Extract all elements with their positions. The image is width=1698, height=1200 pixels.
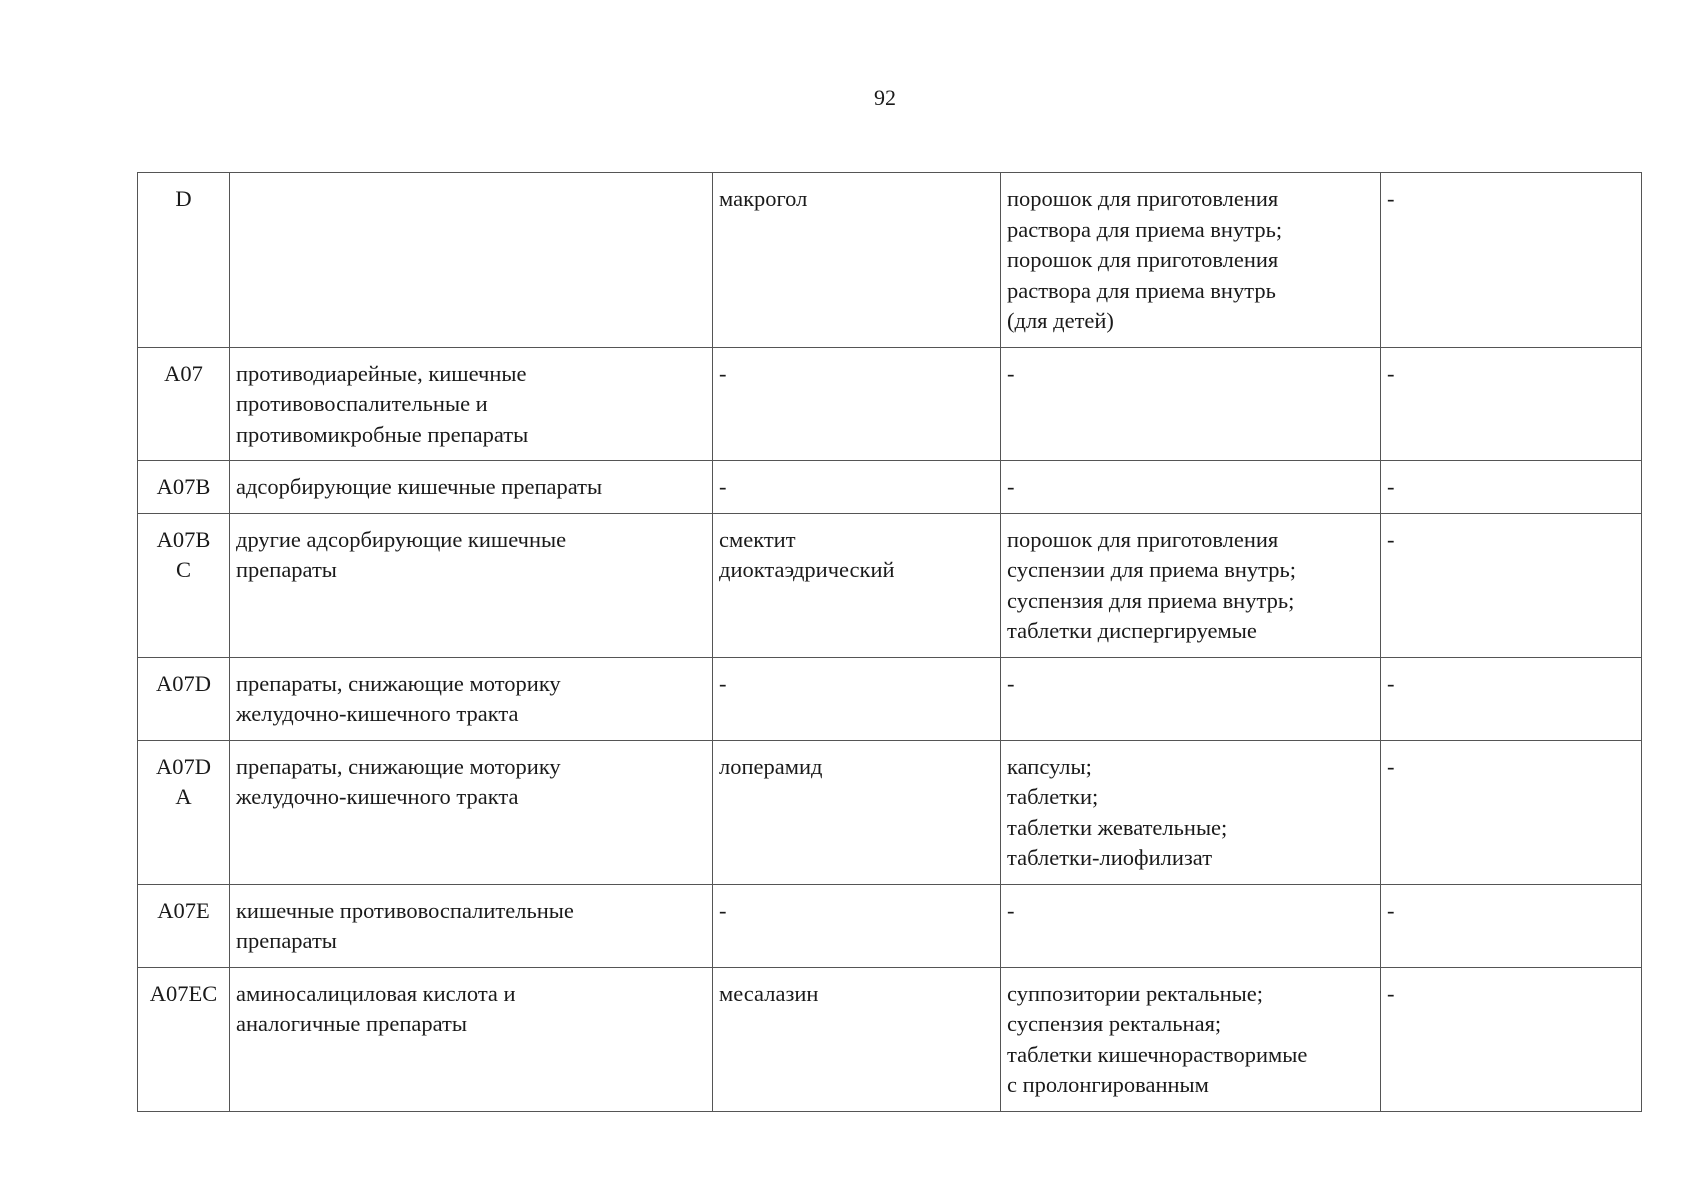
atc-group-cell: противодиарейные, кишечные противовоспалительные и противомикробные препараты bbox=[230, 347, 713, 461]
dosage-form-cell: порошок для приготовления раствора для приема внутрь; порошок для приготовления раствора для приема внутрь (для детей) bbox=[1001, 173, 1381, 348]
dosage-form-cell: - bbox=[1001, 347, 1381, 461]
drug-name-cell: макрогол bbox=[713, 173, 1001, 348]
drug-name-cell: смектит диоктаэдрический bbox=[713, 513, 1001, 657]
dosage-form-cell: капсулы; таблетки; таблетки жевательные; таблетки-лиофилизат bbox=[1001, 740, 1381, 884]
drug-name-cell: лоперамид bbox=[713, 740, 1001, 884]
table-row bbox=[138, 740, 1642, 884]
atc-code-cell: A07 bbox=[138, 347, 230, 461]
atc-code-cell: D bbox=[138, 173, 230, 348]
atc-group-cell: препараты, снижающие моторику желудочно-кишечного тракта bbox=[230, 740, 713, 884]
table-row bbox=[138, 884, 1642, 967]
drug-name-cell: - bbox=[713, 347, 1001, 461]
extra-cell: - bbox=[1381, 173, 1642, 348]
drug-name-cell: месалазин bbox=[713, 967, 1001, 1111]
atc-code-cell: A07B bbox=[138, 461, 230, 514]
extra-cell: - bbox=[1381, 347, 1642, 461]
drug-name-cell: - bbox=[713, 461, 1001, 514]
page-number: 92 bbox=[874, 85, 896, 110]
dosage-form-cell: порошок для приготовления суспензии для приема внутрь; суспензия для приема внутрь; таблетки диспергируемые bbox=[1001, 513, 1381, 657]
table-row bbox=[138, 657, 1642, 740]
dosage-form-cell: - bbox=[1001, 461, 1381, 514]
extra-cell: - bbox=[1381, 657, 1642, 740]
drug-name-cell: - bbox=[713, 657, 1001, 740]
atc-code-cell: A07D A bbox=[138, 740, 230, 884]
atc-group-cell: адсорбирующие кишечные препараты bbox=[230, 461, 713, 514]
extra-cell: - bbox=[1381, 967, 1642, 1111]
table-row bbox=[138, 461, 1642, 514]
atc-group-cell: препараты, снижающие моторику желудочно-кишечного тракта bbox=[230, 657, 713, 740]
dosage-form-cell: - bbox=[1001, 657, 1381, 740]
atc-group-cell: другие адсорбирующие кишечные препараты bbox=[230, 513, 713, 657]
atc-group-cell bbox=[230, 173, 713, 348]
table-row bbox=[138, 173, 1642, 348]
dosage-form-cell: суппозитории ректальные; суспензия ректальная; таблетки кишечнорастворимые с пролонгированным bbox=[1001, 967, 1381, 1111]
extra-cell: - bbox=[1381, 513, 1642, 657]
dosage-form-cell: - bbox=[1001, 884, 1381, 967]
table-row bbox=[138, 967, 1642, 1111]
extra-cell: - bbox=[1381, 740, 1642, 884]
table-row bbox=[138, 347, 1642, 461]
table-row bbox=[138, 513, 1642, 657]
drug-name-cell: - bbox=[713, 884, 1001, 967]
drug-table bbox=[137, 172, 1642, 1112]
atc-group-cell: кишечные противовоспалительные препараты bbox=[230, 884, 713, 967]
atc-code-cell: A07E bbox=[138, 884, 230, 967]
extra-cell: - bbox=[1381, 461, 1642, 514]
atc-code-cell: A07D bbox=[138, 657, 230, 740]
extra-cell: - bbox=[1381, 884, 1642, 967]
atc-code-cell: A07EC bbox=[138, 967, 230, 1111]
atc-code-cell: A07B C bbox=[138, 513, 230, 657]
atc-group-cell: аминосалициловая кислота и аналогичные препараты bbox=[230, 967, 713, 1111]
